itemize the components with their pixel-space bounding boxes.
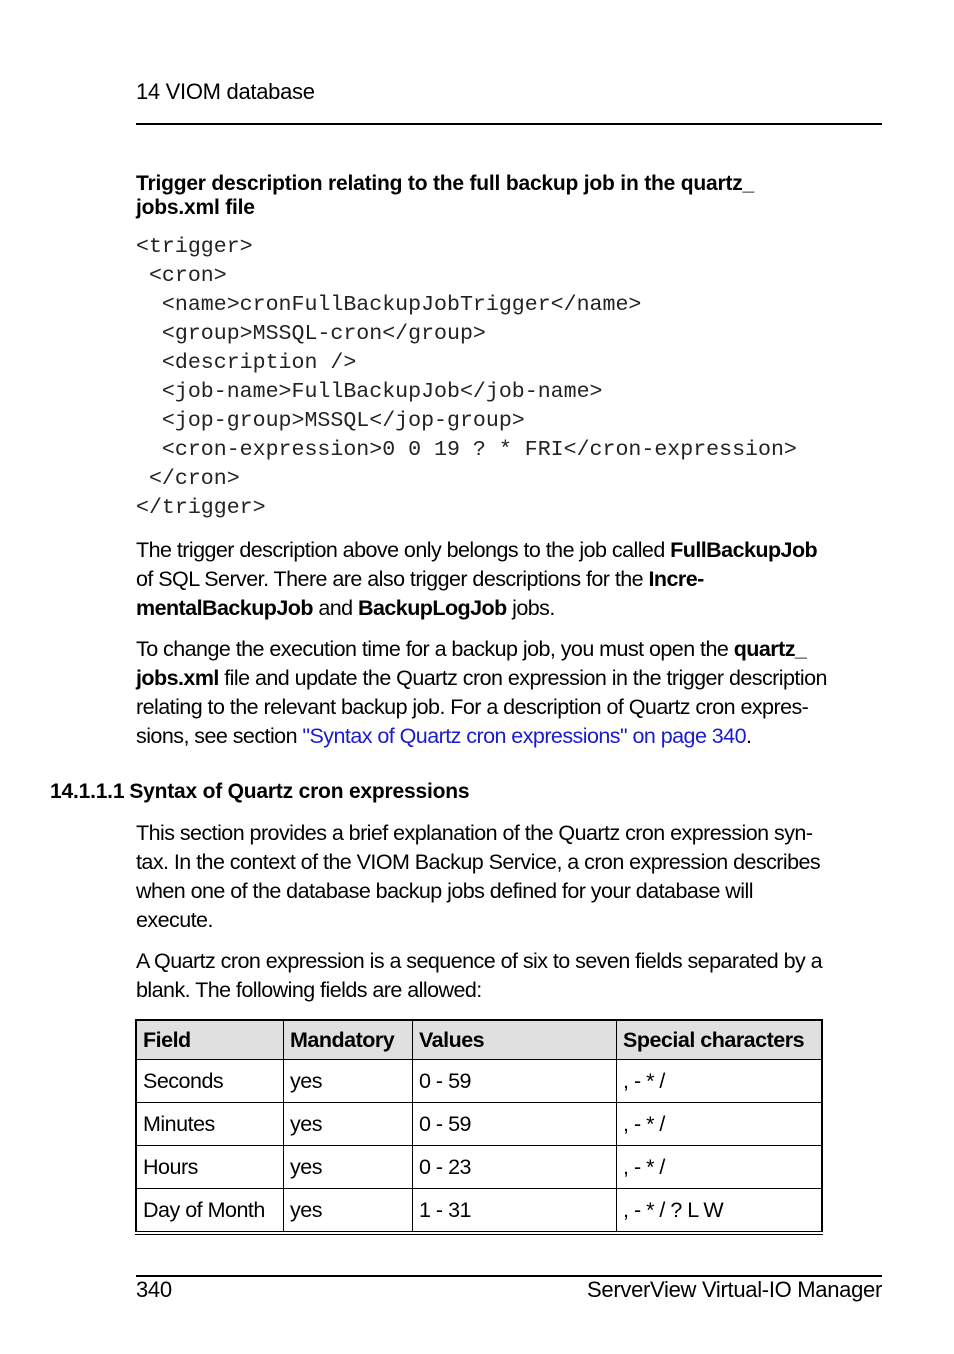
code-line: </cron> — [136, 467, 240, 491]
running-header: 14 VIOM database — [136, 79, 315, 104]
job-name-incremental: Incre- — [648, 567, 704, 591]
table-cell: 1 - 31 — [413, 1189, 617, 1234]
table-cell: , - * / ? L W — [617, 1189, 823, 1234]
paragraph-change-execution-time: To change the execution time for a backup job, you must open the quartz_ jobs.xml file and update the Quartz cron expression in the trigger description relating to the relevant backup job. For a description of Quartz cron expres- sions, see section "Syntax of Quartz cron expressions" on page 340. — [136, 637, 827, 748]
column-header-mandatory: Mandatory — [284, 1020, 413, 1060]
subsection-title: Syntax of Quartz cron expressions — [129, 780, 470, 803]
subsection-number: 14.1.1.1 — [50, 780, 125, 803]
table-cell: , - * / — [617, 1146, 823, 1189]
code-line: <job-name>FullBackupJob</job-name> — [136, 380, 603, 404]
file-name-part-2: jobs.xml — [136, 666, 219, 690]
table-cell: yes — [284, 1189, 413, 1234]
table-header-row — [136, 1020, 822, 1060]
xml-code-block — [136, 233, 797, 523]
cross-reference-link[interactable]: "Syntax of Quartz cron expressions" on page 340 — [302, 724, 746, 748]
job-name-full: FullBackupJob — [670, 538, 818, 562]
table-cell: Minutes — [136, 1103, 284, 1146]
column-header-values: Values — [413, 1020, 617, 1060]
table-cell: yes — [284, 1146, 413, 1189]
job-name-incremental-cont: mentalBackupJob — [136, 596, 313, 620]
table-cell: Hours — [136, 1146, 284, 1189]
job-name-backuplog: BackupLogJob — [358, 596, 507, 620]
table-cell: yes — [284, 1103, 413, 1146]
section-title-line-2: jobs.xml file — [136, 196, 255, 219]
table-cell: yes — [284, 1060, 413, 1103]
code-line: </trigger> — [136, 496, 266, 520]
page-number: 340 — [136, 1277, 172, 1302]
table-row — [136, 1146, 822, 1189]
table-cell: 0 - 59 — [413, 1103, 617, 1146]
table-row — [136, 1060, 822, 1103]
code-line: <group>MSSQL-cron</group> — [136, 322, 486, 346]
cron-fields-table — [135, 1019, 823, 1235]
table-row — [136, 1189, 822, 1234]
table-cell: Day of Month — [136, 1189, 284, 1234]
table-cell: Seconds — [136, 1060, 284, 1103]
section-title-line-1: Trigger description relating to the full backup job in the quartz_ — [136, 172, 755, 195]
code-line: <name>cronFullBackupJobTrigger</name> — [136, 293, 642, 317]
code-line: <trigger> — [136, 235, 253, 259]
table-cell: 0 - 59 — [413, 1060, 617, 1103]
paragraph-fields-intro: A Quartz cron expression is a sequence of six to seven fields separated by a blank. The following fields are allowed: — [136, 949, 823, 1002]
code-line: <description /> — [136, 351, 357, 375]
file-name-part-1: quartz_ — [733, 637, 807, 661]
column-header-special-characters: Special characters — [617, 1020, 823, 1060]
header-divider — [136, 123, 882, 125]
table-cell: 0 - 23 — [413, 1146, 617, 1189]
table-row — [136, 1103, 822, 1146]
paragraph-syntax-intro: This section provides a brief explanation of the Quartz cron expression syn- tax. In the context of the VIOM Backup Service, a cron expression describes when one of the database backup jobs defined for your database will execute. — [136, 821, 821, 932]
paragraph-trigger-scope: The trigger description above only belongs to the job called FullBackupJob of SQL Server. There are also trigger descriptions for the Incre- mentalBackupJob and BackupLogJob jobs. — [136, 538, 818, 620]
code-line: <jop-group>MSSQL</jop-group> — [136, 409, 525, 433]
code-line: <cron> — [136, 264, 227, 288]
table-cell: , - * / — [617, 1103, 823, 1146]
subsection-heading — [50, 780, 469, 804]
column-header-field: Field — [136, 1020, 284, 1060]
code-line: <cron-expression>0 0 19 ? * FRI</cron-expression> — [136, 438, 797, 462]
section-title — [136, 172, 856, 220]
table-cell: , - * / — [617, 1060, 823, 1103]
footer-product-name: ServerView Virtual-IO Manager — [587, 1277, 882, 1302]
